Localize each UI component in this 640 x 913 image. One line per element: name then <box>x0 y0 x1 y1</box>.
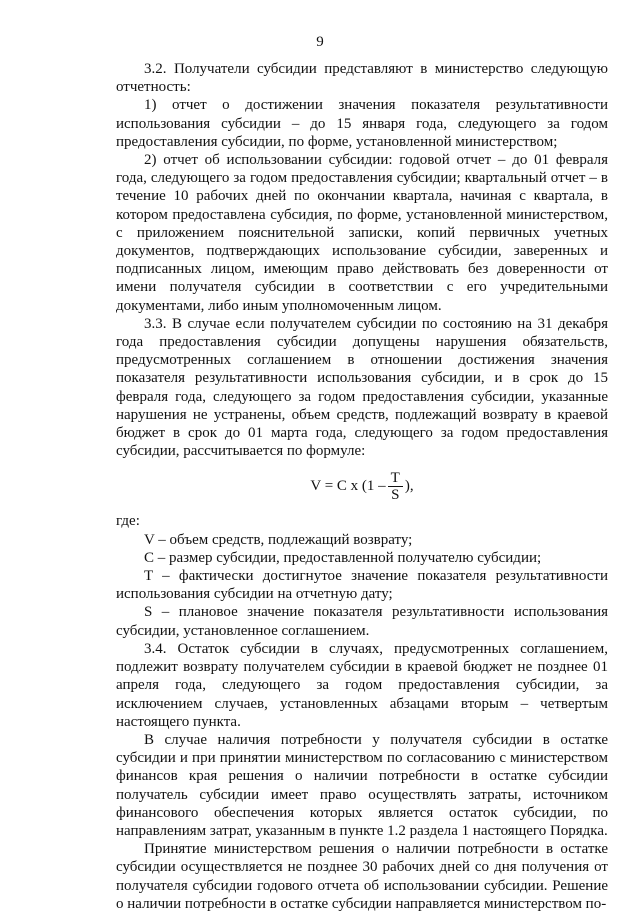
formula-left: V = C x (1 – <box>310 478 386 495</box>
paragraph: Принятие министерством решения о наличии потребности в остатке субсидии осуществляется не позднее 30 рабочих дней со дня получения от получателя субсидии годового отчета об использовании субсидии. Решение о наличии потребности в остатке субсидии направляется министерством по- <box>116 841 608 912</box>
paragraph: 2) отчет об использовании субсидии: годовой отчет – до 01 февраля года, следующего за годом предоставления субсидии; квартальный отчет – в течение 10 рабочих дней по окончании квартала, начиная с квартала, в котором предоставлена субсидия, по форме, установленной министерством, с приложением пояснительной записки, копий первичных учетных документов, подтверждающих использование субсидии, заверенных и подписанных лицом, имеющим право действовать без доверенности от имени получателя субсидии в соответствии с его учредительными документами, либо иным уполномоченным лицом. <box>116 152 608 314</box>
paragraph: В случае наличия потребности у получателя субсидии в остатке субсидии и при принятии министерством по согласованию с министерством финансов края решения о наличии потребности в остатке субсидии получатель субсидии имеет право осуществлять затраты, источником финансового обеспечения которых является остаток субсидии, по направлениям затрат, указанным в пункте 1.2 раздела 1 настоящего Порядка. <box>116 731 608 839</box>
page-number: 9 <box>316 34 324 50</box>
paragraph: 3.3. В случае если получателем субсидии по состоянию на 31 декабря года предоставления субсидии допущены нарушения обязательств, предусмотренных соглашением в отношении достижения значения показателя результативности использования субсидии, и в срок до 15 февраля года, следующего за годом предоставления субсидии, указанные нарушения не устранены, объем средств, подлежащий возврату в краевой бюджет в срок до 01 марта года, следующего за годом предоставления субсидии, рассчитывается по формуле: <box>116 315 608 460</box>
paragraph: 1) отчет о достижении значения показателя результативности использования субсидии – до 15 января года, следующего за годом предоставления субсидии, по форме, установленной министерством; <box>116 97 608 150</box>
formula <box>116 460 608 512</box>
paragraph: 3.2. Получатели субсидии представляют в министерство следующую отчетность: <box>116 61 608 96</box>
paragraph: T – фактически достигнутое значение показателя результативности использования субсидии на отчетную дату; <box>116 568 608 603</box>
paragraph: где: <box>116 513 140 530</box>
formula-fraction <box>388 470 403 503</box>
paragraphs-before-formula <box>116 60 608 460</box>
paragraph: C – размер субсидии, предоставленной получателю субсидии; <box>144 549 542 566</box>
paragraphs-after-formula <box>116 512 608 912</box>
paragraph: S – плановое значение показателя результативности использования субсидии, установленное соглашением. <box>116 604 608 639</box>
paragraph: 3.4. Остаток субсидии в случаях, предусмотренных соглашением, подлежит возврату получателем субсидии в краевой бюджет не позднее 01 апреля года, следующего за годом предоставления субсидии, за исключением случаев, установленных абзацами вторым – четвертым настоящего пункта. <box>116 640 608 730</box>
document-body <box>116 60 608 913</box>
formula-right: ), <box>404 478 414 495</box>
formula-denominator: S <box>391 486 400 503</box>
formula-numerator: T <box>388 470 403 487</box>
paragraph: V – объем средств, подлежащий возврату; <box>144 531 413 548</box>
